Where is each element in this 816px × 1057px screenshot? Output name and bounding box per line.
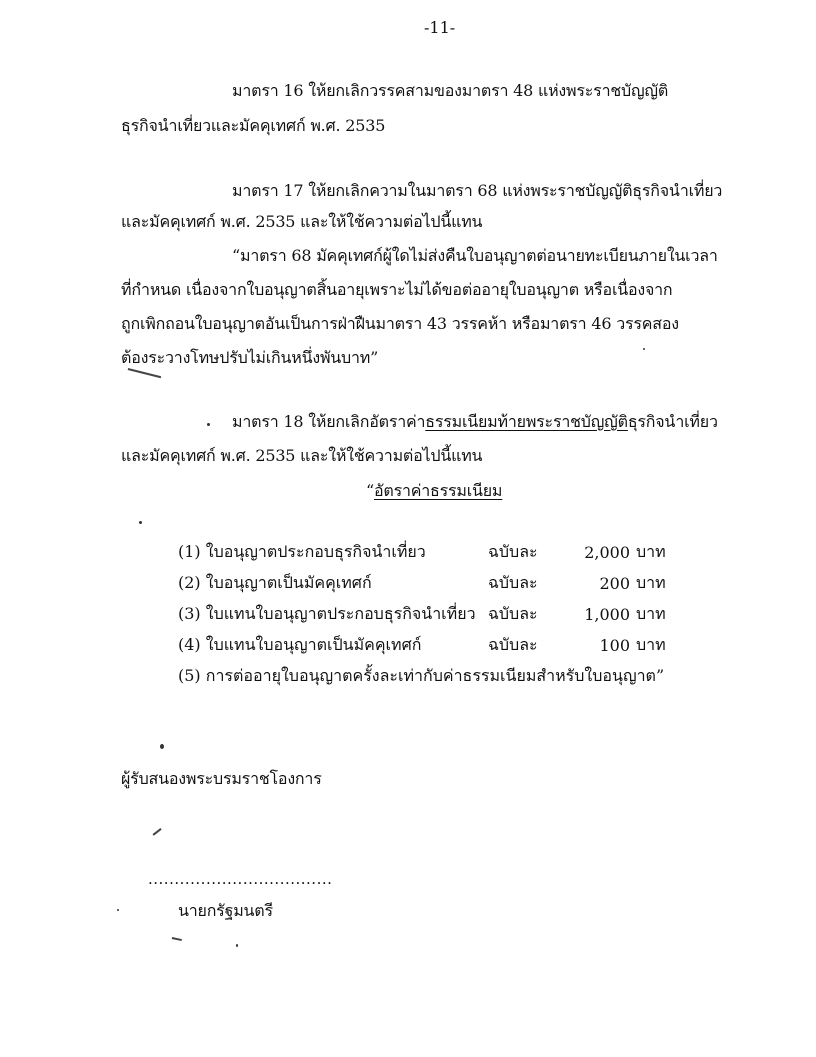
- fee-unit: ฉบับละ: [488, 635, 538, 654]
- section-16-line-1: มาตรา 16 ให้ยกเลิกวรรคสามของมาตรา 48 แห่งพระราชบัญญัติ: [232, 81, 669, 100]
- fee-item: (4) ใบแทนใบอนุญาตเป็นมัคคุเทศก์: [178, 635, 422, 654]
- fee-note: (5) การต่ออายุใบอนุญาตครั้งละเท่ากับค่าธรรมเนียมสำหรับใบอนุญาต”: [178, 666, 665, 685]
- fee-row: [178, 599, 676, 630]
- section-17-quote-line-2: ที่กำหนด เนื่องจากใบอนุญาตสิ้นอายุเพราะไม่ได้ขอต่ออายุใบอนุญาต หรือเนื่องจาก: [121, 280, 673, 299]
- section-17-line-2: และมัคคุเทศก์ พ.ศ. 2535 และให้ใช้ความต่อไปนี้แทน: [121, 212, 483, 231]
- scan-speck: [160, 744, 164, 749]
- scan-stroke: [172, 937, 182, 941]
- fee-schedule-heading-text: อัตราค่าธรรมเนียม: [373, 481, 503, 500]
- fee-item: (2) ใบอนุญาตเป็นมัคคุเทศก์: [178, 573, 372, 592]
- scan-speck: [236, 944, 238, 947]
- fee-item: (1) ใบอนุญาตประกอบธุรกิจนำเที่ยว: [178, 542, 426, 561]
- section-16-line-2: ธุรกิจนำเที่ยวและมัคคุเทศก์ พ.ศ. 2535: [121, 116, 386, 135]
- signature-dotted-line: ...................................: [148, 870, 333, 888]
- page-number: -11-: [424, 18, 456, 37]
- signatory-title: นายกรัฐมนตรี: [178, 901, 273, 920]
- fee-row: [178, 630, 676, 661]
- section-17-quote-line-4: ต้องระวางโทษปรับไม่เกินหนึ่งพันบาท”: [121, 348, 379, 367]
- fee-schedule-heading-quote: “: [366, 481, 374, 500]
- scan-stroke: [128, 368, 161, 378]
- scan-speck: [207, 423, 210, 426]
- fee-row: [178, 568, 676, 599]
- section-17-quote-line-1: “มาตรา 68 มัคคุเทศก์ผู้ใดไม่ส่งคืนใบอนุญาตต่อนายทะเบียนภายในเวลา: [232, 246, 718, 265]
- scan-stroke: [153, 828, 162, 835]
- fee-schedule-heading: [366, 480, 502, 502]
- fee-item: (3) ใบแทนใบอนุญาตประกอบธุรกิจนำเที่ยว: [178, 604, 476, 623]
- fee-unit: ฉบับละ: [488, 604, 538, 623]
- fee-amount: 200: [599, 574, 630, 593]
- section-18-line-1-prefix: มาตรา 18 ให้ยกเลิกอัตราค่า: [232, 412, 426, 431]
- fee-amount: 100: [599, 636, 630, 655]
- fee-currency: บาท: [636, 604, 666, 623]
- fee-currency: บาท: [636, 573, 666, 592]
- fee-table: [178, 537, 676, 661]
- section-18-line-2: และมัคคุเทศก์ พ.ศ. 2535 และให้ใช้ความต่อไปนี้แทน: [121, 446, 483, 465]
- fee-currency: บาท: [636, 635, 666, 654]
- fee-unit: ฉบับละ: [488, 542, 538, 561]
- scan-speck: [139, 521, 142, 524]
- fee-currency: บาท: [636, 542, 666, 561]
- scan-speck: [643, 348, 645, 350]
- countersign-line: ผู้รับสนองพระบรมราชโองการ: [121, 769, 322, 788]
- section-18-line-1-suffix: ธุรกิจนำเที่ยว: [627, 412, 718, 431]
- section-18-line-1-underlined: ธรรมเนียมท้ายพระราชบัญญัติ: [425, 412, 628, 431]
- fee-amount: 2,000: [584, 543, 630, 562]
- fee-amount: 1,000: [584, 605, 630, 624]
- section-17-line-1: มาตรา 17 ให้ยกเลิกความในมาตรา 68 แห่งพระราชบัญญัติธุรกิจนำเที่ยว: [232, 181, 723, 200]
- fee-row: [178, 537, 676, 568]
- section-18-line-1: [232, 411, 718, 433]
- scan-speck: [117, 909, 119, 911]
- section-17-quote-line-3: ถูกเพิกถอนใบอนุญาตอันเป็นการฝ่าฝืนมาตรา 43 วรรคห้า หรือมาตรา 46 วรรคสอง: [121, 314, 679, 333]
- fee-unit: ฉบับละ: [488, 573, 538, 592]
